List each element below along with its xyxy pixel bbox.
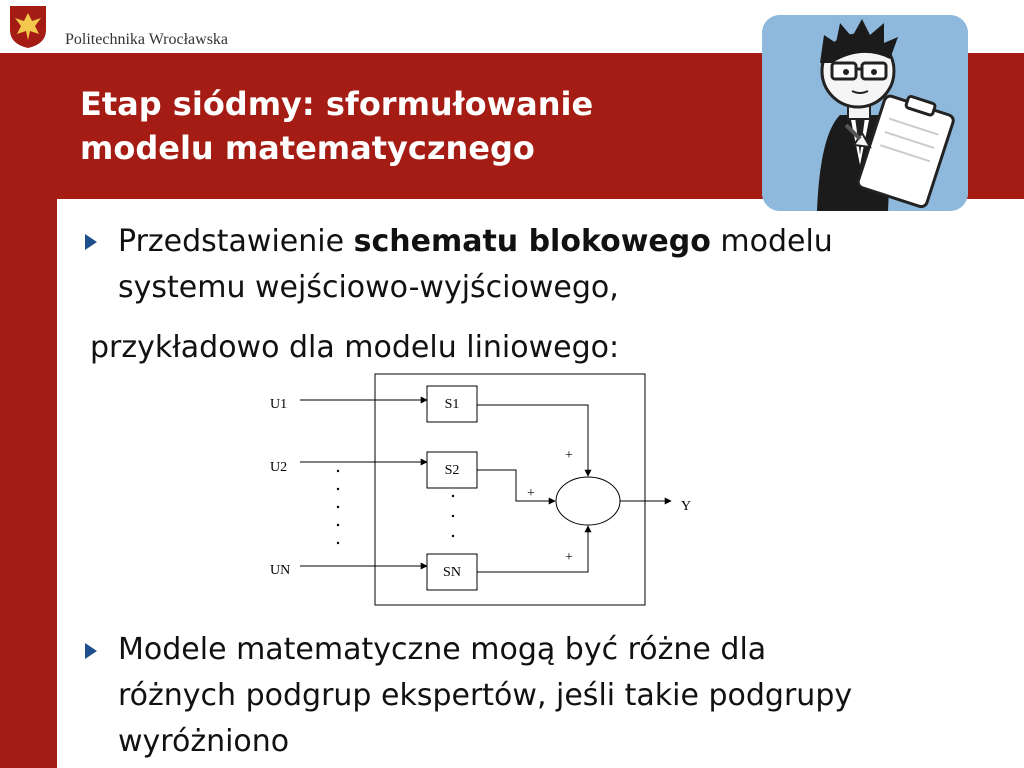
university-name: Politechnika Wrocławska xyxy=(65,31,229,48)
bold-term: schematu blokowego xyxy=(353,224,711,259)
block-dots xyxy=(452,495,454,537)
block-label-sn: SN xyxy=(443,565,461,580)
sign-plus-1: + xyxy=(565,448,573,463)
bullet-arrow-icon xyxy=(85,643,97,659)
eagle-logo-icon xyxy=(8,4,48,50)
cartoon-illustration xyxy=(762,15,968,211)
block-label-s2: S2 xyxy=(444,463,460,478)
student-with-clipboard-icon xyxy=(762,15,968,211)
output-label-y: Y xyxy=(681,499,692,514)
example-caption: przykładowo dla modelu liniowego: xyxy=(90,330,620,365)
bullet-2-line-3: wyróżniono xyxy=(118,724,290,759)
input-dots xyxy=(337,470,339,544)
bullet-arrow-icon xyxy=(85,234,97,250)
block-diagram xyxy=(255,370,695,610)
sign-plus-3: + xyxy=(565,550,573,565)
bullet-2 xyxy=(118,627,998,765)
title-line-1: Etap siódmy: sformułowanie xyxy=(80,85,594,123)
bullet-1-line-2: systemu wejściowo-wyjściowego, xyxy=(118,270,619,305)
sign-plus-2: + xyxy=(527,486,535,501)
input-label-u2: U2 xyxy=(270,460,288,475)
path-sn-to-sum xyxy=(477,526,588,572)
block-label-s1: S1 xyxy=(444,397,460,412)
bullet-1-line-1: Przedstawienie schematu blokowego modelu xyxy=(118,224,833,259)
bullet-1 xyxy=(118,219,998,311)
slide-title xyxy=(80,82,740,170)
university-logo xyxy=(0,0,57,53)
input-label-u1: U1 xyxy=(270,397,288,412)
title-line-2: modelu matematycznego xyxy=(80,129,535,167)
path-s2-to-sum xyxy=(477,470,555,501)
bullet-2-line-1: Modele matematyczne mogą być różne dla xyxy=(118,632,767,667)
path-s1-to-sum xyxy=(477,405,588,476)
bullet-2-line-2: różnych podgrup ekspertów, jeśli takie podgrupy xyxy=(118,678,853,713)
summing-junction xyxy=(556,477,620,525)
input-label-un: UN xyxy=(270,563,291,578)
